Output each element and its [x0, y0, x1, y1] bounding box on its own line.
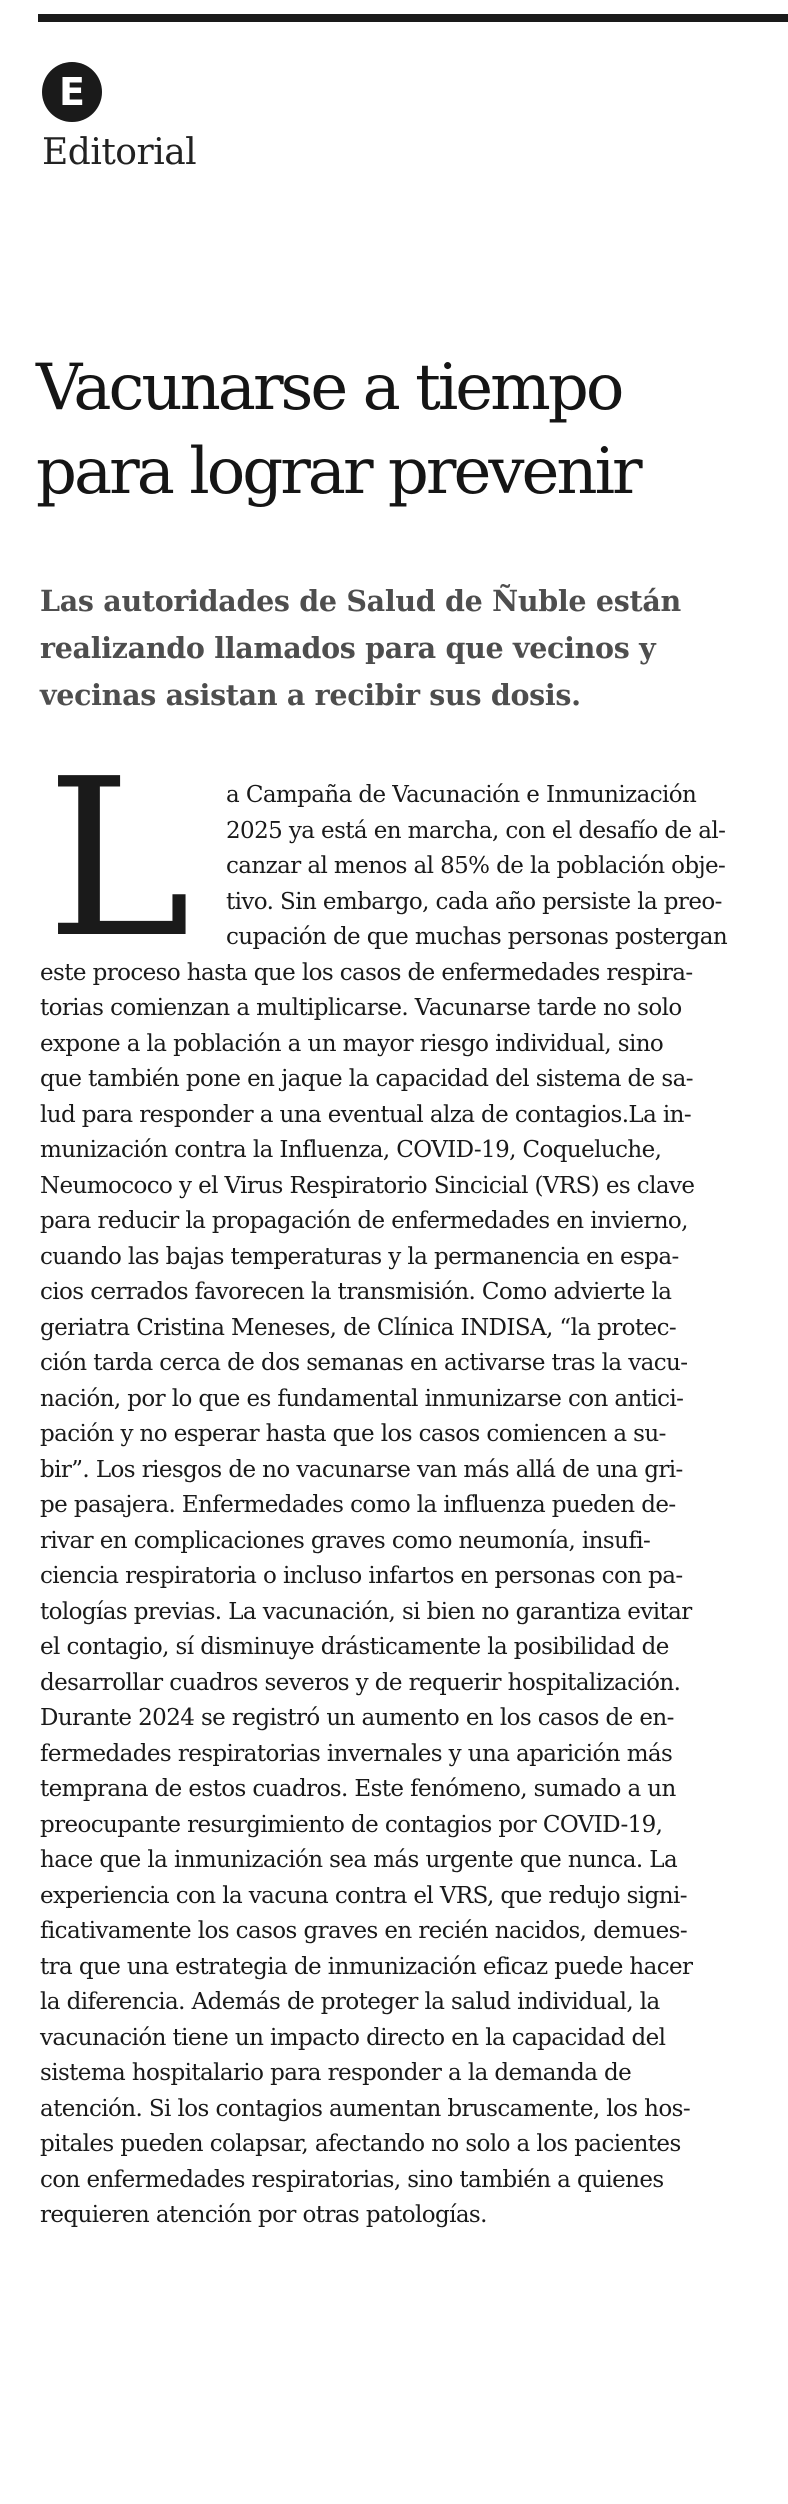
article-line: atención. Si los contagios aumentan bruscamente, los hos-: [40, 2095, 691, 2122]
article-body: [40, 778, 770, 2234]
article-line: preocupante resurgimiento de contagios por COVID-19,: [40, 1811, 663, 1838]
headline-line: Vacunarse a tiempo: [36, 351, 622, 425]
article-line: rivar en complicaciones graves como neumonía, insufi-: [40, 1527, 651, 1554]
article-line: el contagio, sí disminuye drásticamente la posibilidad de: [40, 1634, 669, 1660]
article-line: experiencia con la vacuna contra el VRS, que redujo signi-: [40, 1882, 687, 1909]
article-line: canzar al menos al 85% de la población obje-: [226, 853, 726, 879]
article-line: ción tarda cerca de dos semanas en activarse tras la vacu-: [40, 1350, 688, 1376]
article-line: expone a la población a un mayor riesgo individual, sino: [40, 1030, 664, 1057]
article-line: Durante 2024 se registró un aumento en los casos de en-: [40, 1705, 674, 1731]
article-line: la diferencia. Además de proteger la salud individual, la: [40, 1989, 660, 2015]
article-line: requieren atención por otras patologías.: [40, 2202, 487, 2228]
article-line: nación, por lo que es fundamental inmunizarse con antici-: [40, 1385, 684, 1412]
article-line: pe pasajera. Enfermedades como la influenza pueden de-: [40, 1492, 676, 1518]
article-line: con enfermedades respiratorias, sino también a quienes: [40, 2166, 664, 2193]
article-line: tologías previas. La vacunación, si bien no garantiza evitar: [40, 1598, 692, 1625]
article-line: Neumococo y el Virus Respiratorio Sincicial (VRS) es clave: [40, 1172, 695, 1199]
article-line: que también pone en jaque la capacidad del sistema de sa-: [40, 1066, 693, 1092]
article-line: ficativamente los casos graves en recién nacidos, demues-: [40, 1918, 688, 1944]
section-name: Editorial: [42, 132, 197, 173]
article-line: munización contra la Influenza, COVID-19, Coqueluche,: [40, 1137, 662, 1163]
deck: [40, 578, 760, 719]
article-line: pitales pueden colapsar, afectando no solo a los pacientes: [40, 2131, 681, 2157]
article-line: vacunación tiene un impacto directo en la capacidad del: [40, 2024, 666, 2051]
article-line: fermedades respiratorias invernales y una aparición más: [40, 1740, 673, 1767]
article-line: bir”. Los riesgos de no vacunarse van más allá de una gri-: [40, 1456, 683, 1483]
section-badge: E: [42, 62, 102, 122]
deck-line: Las autoridades de Salud de Ñuble están: [40, 584, 681, 618]
article-line: tra que una estrategia de inmunización eficaz puede hacer: [40, 1953, 693, 1980]
article-line: torias comienzan a multiplicarse. Vacunarse tarde no solo: [40, 995, 682, 1021]
article-line: para reducir la propagación de enfermedades en invierno,: [40, 1208, 688, 1234]
article-line: ciencia respiratoria o incluso infartos en personas con pa-: [40, 1563, 683, 1589]
headline-line: para lograr prevenir: [36, 435, 640, 509]
article-line: sistema hospitalario para responder a la demanda de: [40, 2060, 632, 2086]
article-line: 2025 ya está en marcha, con el desafío de al-: [226, 817, 726, 844]
article-line: geriatra Cristina Meneses, de Clínica INDISA, “la protec-: [40, 1314, 677, 1341]
article-line: lud para responder a una eventual alza de contagios.La in-: [40, 1101, 692, 1128]
drop-cap: L: [46, 733, 191, 986]
article-line: este proceso hasta que los casos de enfermedades respira-: [40, 959, 693, 986]
top-rule: [38, 14, 788, 22]
article-line: desarrollar cuadros severos y de requerir hospitalización.: [40, 1669, 681, 1696]
deck-line: realizando llamados para que vecinos y: [40, 631, 656, 665]
article-line: cuando las bajas temperaturas y la permanencia en espa-: [40, 1243, 679, 1270]
article-line: cupación de que muchas personas postergan: [226, 924, 728, 950]
article-line: temprana de estos cuadros. Este fenómeno, sumado a un: [40, 1776, 676, 1802]
deck-line: vecinas asistan a recibir sus dosis.: [40, 678, 581, 712]
article-line: pación y no esperar hasta que los casos comiencen a su-: [40, 1421, 666, 1447]
article-line: a Campaña de Vacunación e Inmunización: [226, 782, 697, 808]
headline: [36, 346, 776, 514]
article-line: hace que la inmunización sea más urgente que nunca. La: [40, 1847, 678, 1873]
article-line: tivo. Sin embargo, cada año persiste la preo-: [226, 888, 722, 915]
article-line: cios cerrados favorecen la transmisión. Como advierte la: [40, 1279, 672, 1305]
